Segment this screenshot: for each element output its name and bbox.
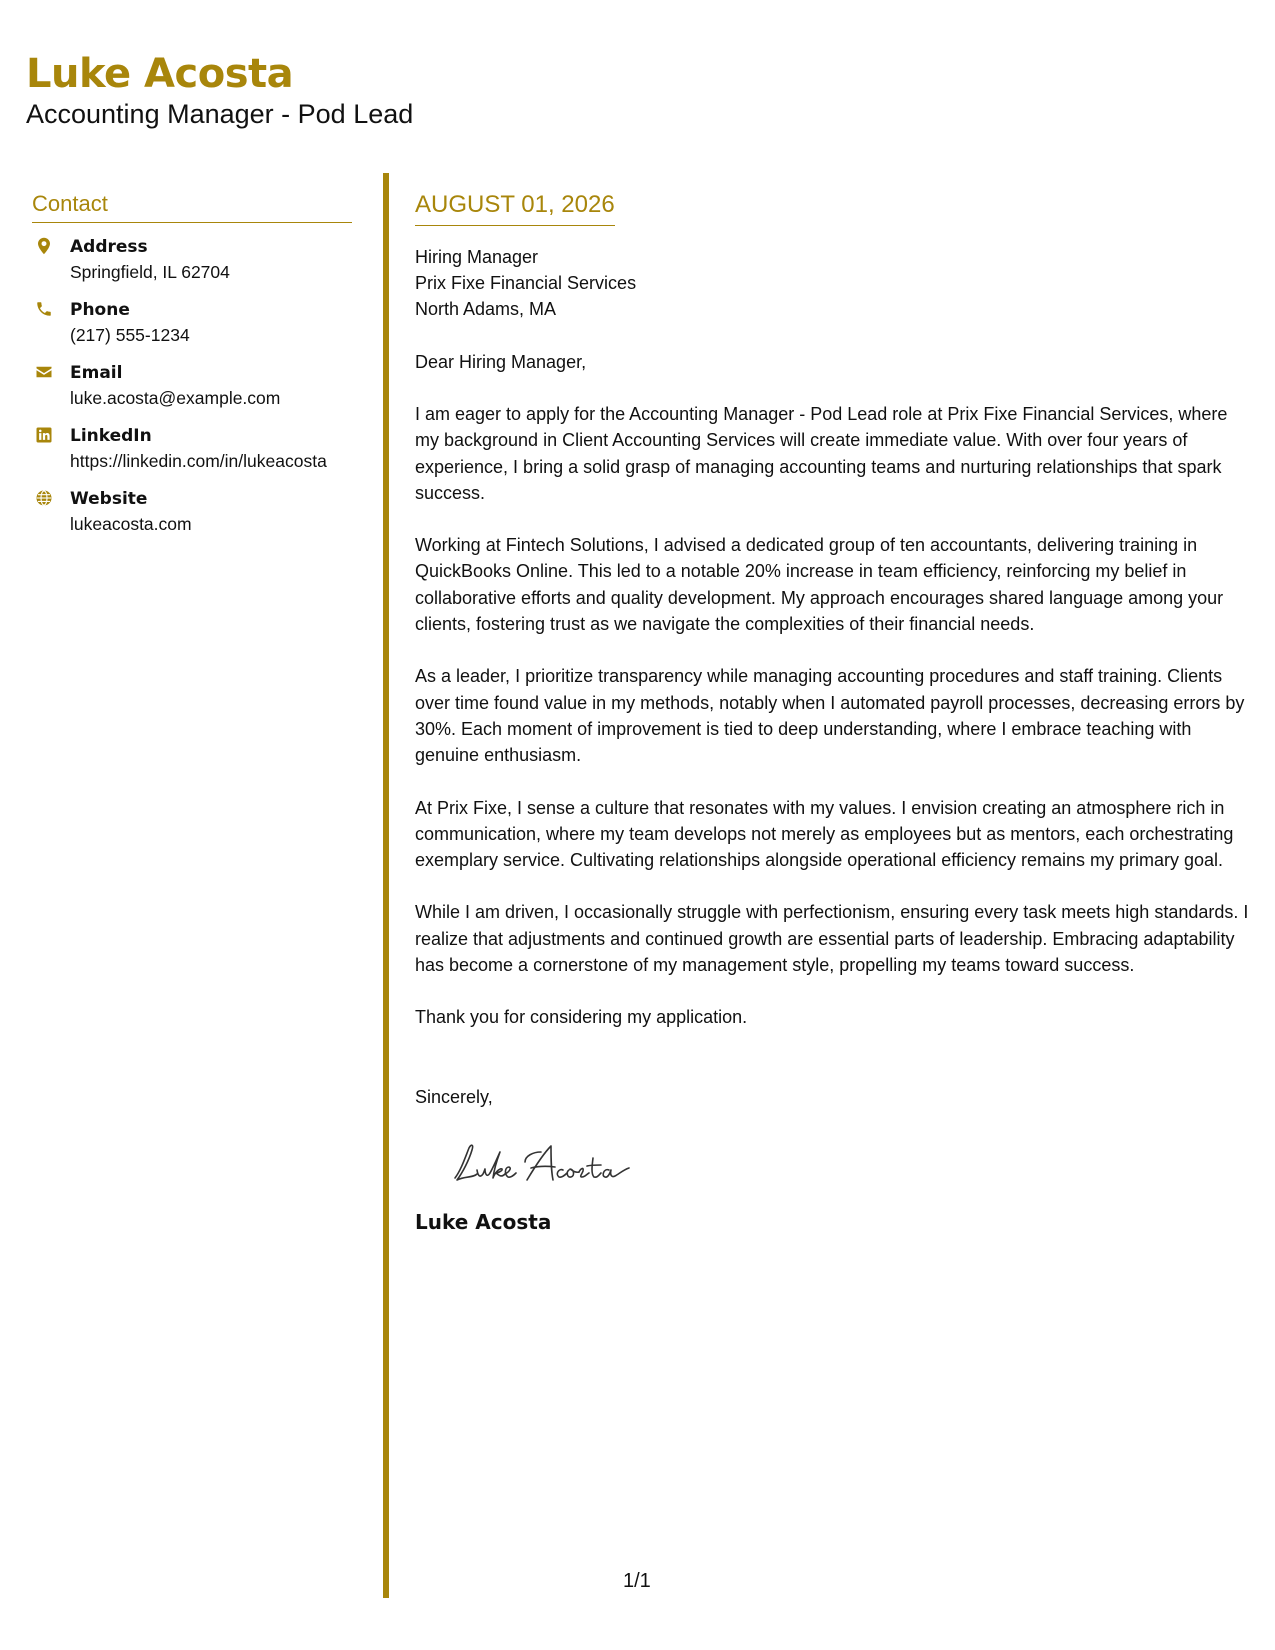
- contact-value: Springfield, IL 62704: [70, 262, 230, 282]
- recipient-line: Hiring Manager: [415, 247, 539, 267]
- contact-item-address: [32, 235, 352, 285]
- contact-label: Email: [70, 363, 123, 383]
- recipient-block: [415, 244, 1250, 322]
- contact-section-title: Contact: [32, 190, 352, 223]
- letter-paragraph: At Prix Fixe, I sense a culture that resonates with my values. I envision creating an atmosphere rich in communication, where my team develops not merely as employees but as mentors, each orchestrating exemplary service. Cultivating relationships alongside operational efficiency remains my primary goal.: [415, 797, 1234, 871]
- recipient-line: North Adams, MA: [415, 299, 557, 319]
- contact-label: Website: [70, 489, 148, 509]
- contact-label: Phone: [70, 300, 130, 320]
- recipient-line: Prix Fixe Financial Services: [415, 273, 637, 293]
- contact-sidebar: [32, 190, 352, 550]
- contact-value[interactable]: luke.acosta@example.com: [70, 388, 281, 408]
- contact-label: LinkedIn: [70, 426, 152, 446]
- contact-label: Address: [70, 237, 148, 257]
- cover-letter-body: [415, 190, 1250, 1236]
- contact-value[interactable]: https://linkedin.com/in/lukeacosta: [70, 451, 327, 471]
- phone-icon: [35, 300, 53, 318]
- page-number: 1/1: [623, 1570, 651, 1592]
- applicant-name: Luke Acosta: [26, 51, 294, 97]
- letter-paragraph: Working at Fintech Solutions, I advised a dedicated group of ten accountants, delivering training in QuickBooks Online. This led to a notable 20% increase in team efficiency, reinforcing my belief in collaborative efforts and quality development. My approach encourages shared language among your clients, fostering trust as we navigate the complexities of their financial needs.: [415, 535, 1224, 635]
- contact-item-website: [32, 487, 352, 537]
- letter-date: AUGUST 01, 2026: [415, 190, 615, 226]
- applicant-title: Accounting Manager - Pod Lead: [26, 99, 414, 129]
- contact-item-email: [32, 361, 352, 411]
- signer-name: Luke Acosta: [415, 1209, 552, 1234]
- envelope-icon: [35, 363, 53, 381]
- letter-paragraph: While I am driven, I occasionally struggle with perfectionism, ensuring every task meets high standards. I realize that adjustments and continued growth are essential parts of leadership. Embracing adaptability has become a cornerstone of my management style, propelling my teams toward success.: [415, 902, 1249, 976]
- letter-closing: Sincerely,: [415, 1086, 493, 1107]
- map-pin-icon: [35, 237, 53, 255]
- contact-item-linkedin: [32, 424, 352, 474]
- letter-paragraph: I am eager to apply for the Accounting Manager - Pod Lead role at Prix Fixe Financial Services, where my background in Client Accounting Services will create immediate value. With over four years of experience, I bring a solid grasp of managing accounting teams and nurturing relationships that spark success.: [415, 404, 1228, 503]
- contact-list: [32, 235, 352, 537]
- contact-value[interactable]: lukeacosta.com: [70, 514, 192, 534]
- vertical-divider: [383, 173, 389, 1598]
- resume-header: [26, 50, 413, 130]
- handwritten-signature: [447, 1140, 647, 1190]
- linkedin-icon: [35, 426, 53, 444]
- letter-paragraph: As a leader, I prioritize transparency while managing accounting procedures and staff training. Clients over time found value in my methods, notably when I automated payroll processes, decreasing errors by 30%. Each moment of improvement is tied to deep understanding, where I embrace teaching with genuine enthusiasm.: [415, 666, 1245, 766]
- letter-greeting: Dear Hiring Manager,: [415, 352, 587, 372]
- contact-value: (217) 555-1234: [70, 325, 190, 345]
- contact-item-phone: [32, 298, 352, 348]
- globe-icon: [35, 489, 53, 507]
- letter-paragraph: Thank you for considering my application.: [415, 1007, 748, 1028]
